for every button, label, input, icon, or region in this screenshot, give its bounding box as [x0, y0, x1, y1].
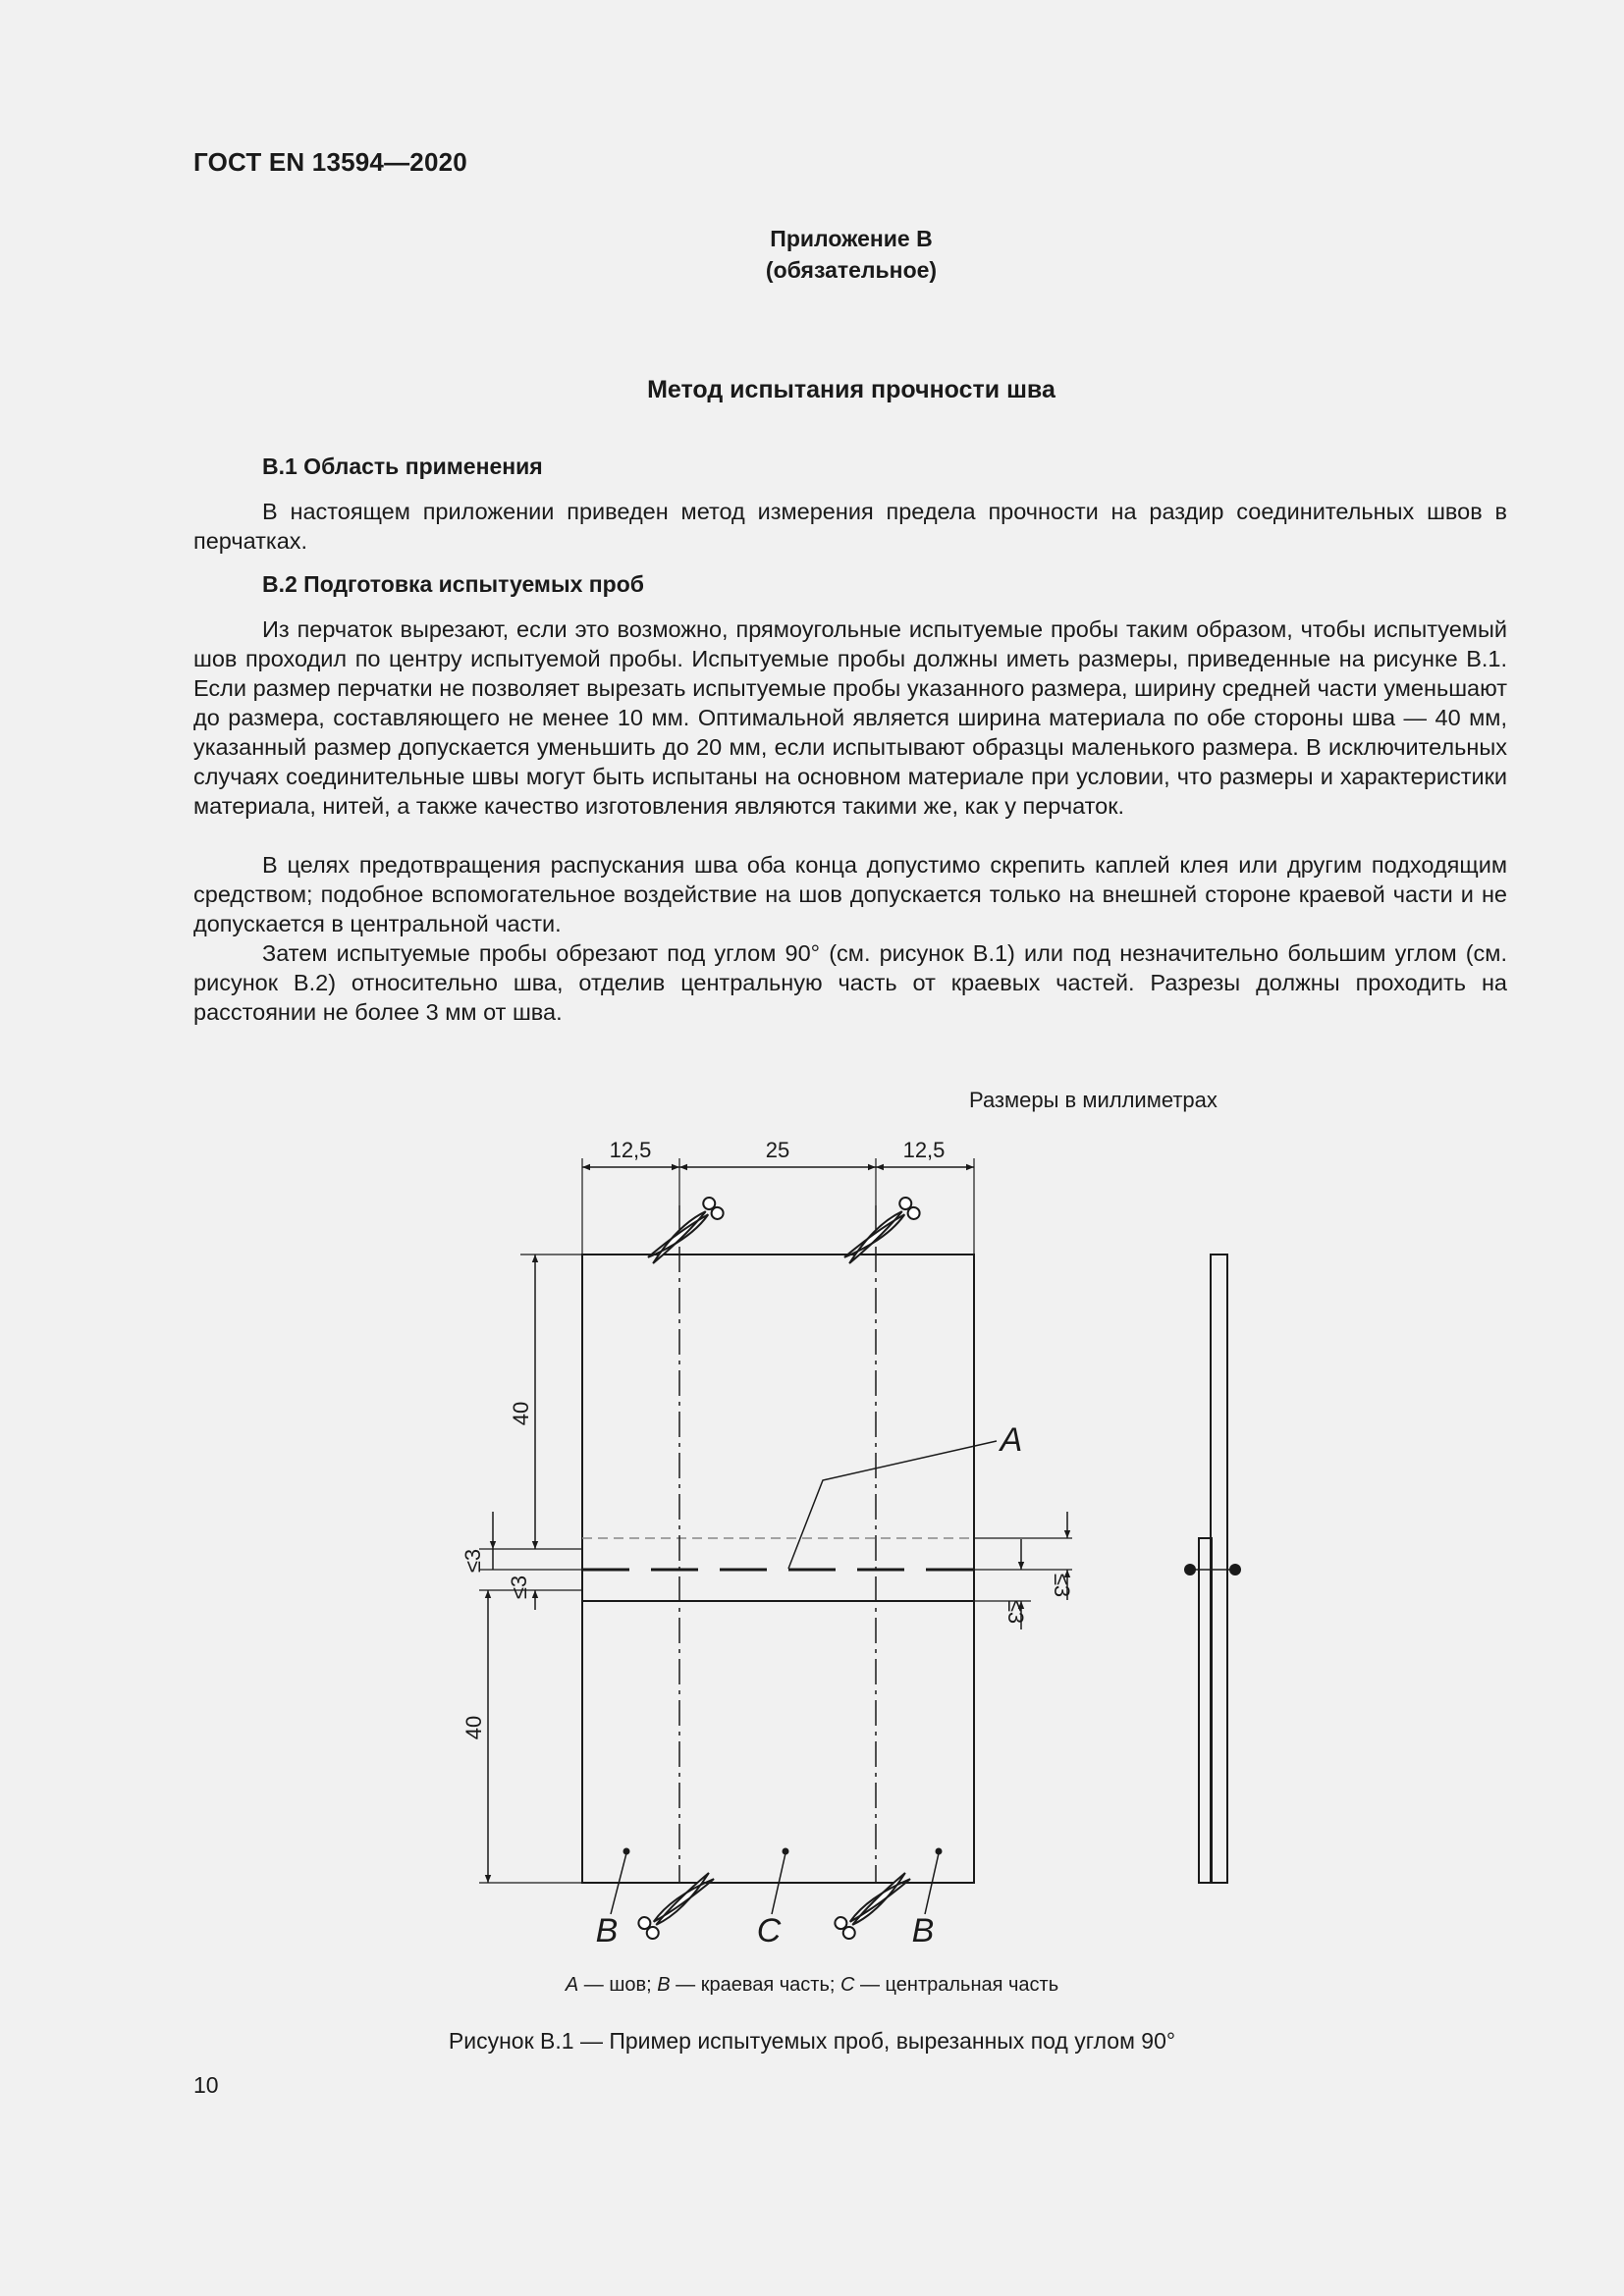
annex-title: Приложение В	[770, 226, 933, 251]
scissors-icon	[833, 1866, 915, 1941]
dim-left-width-label: 12,5	[609, 1138, 652, 1162]
legend-key-a: A	[565, 1974, 579, 1996]
cut-tolerance-label: ≤3	[460, 1548, 485, 1574]
figure-legend	[0, 1974, 1624, 1997]
label-seam: A	[1000, 1421, 1023, 1459]
cut-tolerance-label: ≤3	[507, 1575, 531, 1600]
legend-text-c: — центральная часть	[854, 1974, 1059, 1996]
dim-upper-height-label: 40	[509, 1401, 533, 1426]
legend-text-a: — шов;	[578, 1974, 658, 1996]
scissors-icon	[636, 1866, 719, 1941]
scissors-icon	[839, 1196, 922, 1270]
dim-lower-height-label: 40	[461, 1715, 486, 1740]
cut-tolerance-label: ≤3	[1003, 1599, 1028, 1625]
units-note: Размеры в миллиметрах	[969, 1088, 1218, 1112]
figure-caption: Рисунок В.1 — Пример испытуемых проб, вырезанных под углом 90°	[448, 2028, 1176, 2054]
leader-seam	[788, 1441, 997, 1569]
side-view-stitch-left	[1184, 1564, 1196, 1575]
page-number: 10	[193, 2072, 219, 2098]
label-edge-left: B	[595, 1912, 619, 1949]
label-center: C	[756, 1912, 782, 1949]
legend-text-b: — краевая часть;	[670, 1974, 840, 1996]
dim-right-width-label: 12,5	[902, 1138, 946, 1162]
legend-key-b: B	[657, 1974, 671, 1996]
side-view-outline	[1211, 1255, 1227, 1883]
scissors-icon	[643, 1196, 726, 1270]
paragraph-b2-2: В целях предотвращения распускания шва оба конца допустимо скрепить каплей клея или другим подходящим средством; подобное вспомогательное воздействие на шов допускается только на внешней стороне краевой части и не допускается в центральной части.	[193, 852, 1507, 936]
cut-tolerance-label: ≤3	[1050, 1573, 1074, 1598]
specimen-outline	[582, 1255, 974, 1883]
paragraph-b2-3: Затем испытуемые пробы обрезают под углом 90° (см. рисунок В.1) или под незначительно большим углом (см. рисунок В.2) относительно шва, отделив центральную часть от краевых частей. Разрезы должны проходить на расстоянии не более 3 мм от шва.	[193, 940, 1507, 1025]
label-edge-right: B	[911, 1912, 935, 1949]
legend-key-c: C	[839, 1974, 855, 1996]
paragraph-b1: В настоящем приложении приведен метод измерения предела прочности на раздир соединительных швов в перчатках.	[193, 499, 1507, 554]
document-header: ГОСТ EN 13594—2020	[193, 147, 467, 177]
section-heading-b1: В.1 Область применения	[262, 454, 543, 479]
paragraph-b2-1: Из перчаток вырезают, если это возможно, прямоугольные испытуемые пробы таким образом, чтобы испытуемый шов проходил по центру испытуемой пробы. Испытуемые пробы должны иметь размеры, приведенные на рисунке В.1. Если размер перчатки не позволяет вырезать испытуемые пробы указанного размера, ширину средней части уменьшают до размера, составляющего не менее 10 мм. Оптимальной является ширина материала по обе стороны шва — 40 мм, указанный размер допускается уменьшить до 20 мм, если испытывают образцы маленького размера. В исключительных случаях соединительные швы могут быть испытаны на основном материале при условии, что размеры и характеристики материала, нитей, а также качество изготовления являются такими же, как у перчаток.	[193, 616, 1507, 819]
method-title: Метод испытания прочности шва	[647, 376, 1056, 403]
annex-status: (обязательное)	[765, 257, 938, 283]
section-heading-b2: В.2 Подготовка испытуемых проб	[262, 571, 644, 597]
side-view-stitch-right	[1229, 1564, 1241, 1575]
dim-center-width-label: 25	[765, 1138, 790, 1162]
